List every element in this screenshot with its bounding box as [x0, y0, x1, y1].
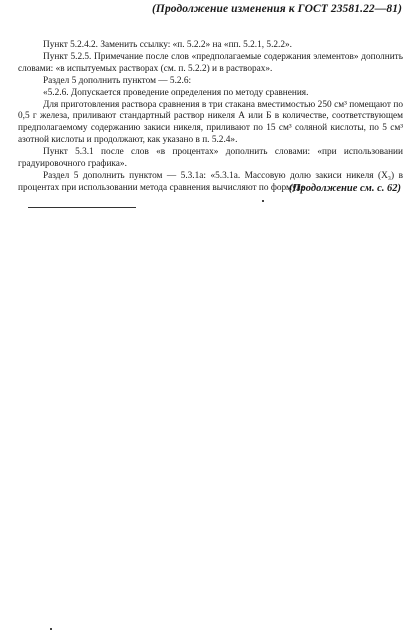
scan-speck	[50, 628, 52, 630]
continuation-note: (Продолжение см. с. 62)	[288, 183, 401, 194]
scan-speck	[262, 200, 264, 202]
paragraph-clause-5-2-5: Пункт 5.2.5. Примечание после слов «предполагаемые содержания элементов» дополнить словами: «в испытуемых растворах (см. п. 5.2.2) и в растворах».	[18, 51, 406, 74]
running-header: (Продолжение изменения к ГОСТ 23581.22—81)	[151, 3, 402, 15]
paragraph-section-5-addition: Раздел 5 дополнить пунктом — 5.2.6:	[43, 75, 192, 86]
paragraph-comparison-solution: Для приготовления раствора сравнения в три стакана вместимостью 250 см³ помещают по 0,5 г железа, приливают стандартный раствор никеля А или Б в количестве, соответствующем предполагаемому содержанию закиси никеля, приливают по 15 см³ соляной кислоты, по 5 см³ азотной кислоты и продолжают, как указано в п. 5.2.4».	[18, 99, 406, 146]
paragraph-clause-5-3-1: Пункт 5.3.1 после слов «в процентах» дополнить словами: «при использовании градуировочного графика».	[18, 147, 406, 170]
paragraph-clause-5-3-1a: Раздел 5 дополнить пунктом — 5.3.1а: «5.3.1а. Массовую долю закиси никеля (X₃) в процентах при использовании метода сравнения вычисляют по формуле	[18, 170, 406, 193]
paragraph-clause-5-2-4-2: Пункт 5.2.4.2. Заменить ссылку: «п. 5.2.2» на «пп. 5.2.1, 5.2.2».	[43, 40, 292, 50]
paragraph-clause-5-2-6: «5.2.6. Допускается проведение определения по методу сравнения.	[43, 87, 309, 98]
amendment-body	[18, 40, 406, 195]
footnote-rule	[28, 207, 136, 208]
